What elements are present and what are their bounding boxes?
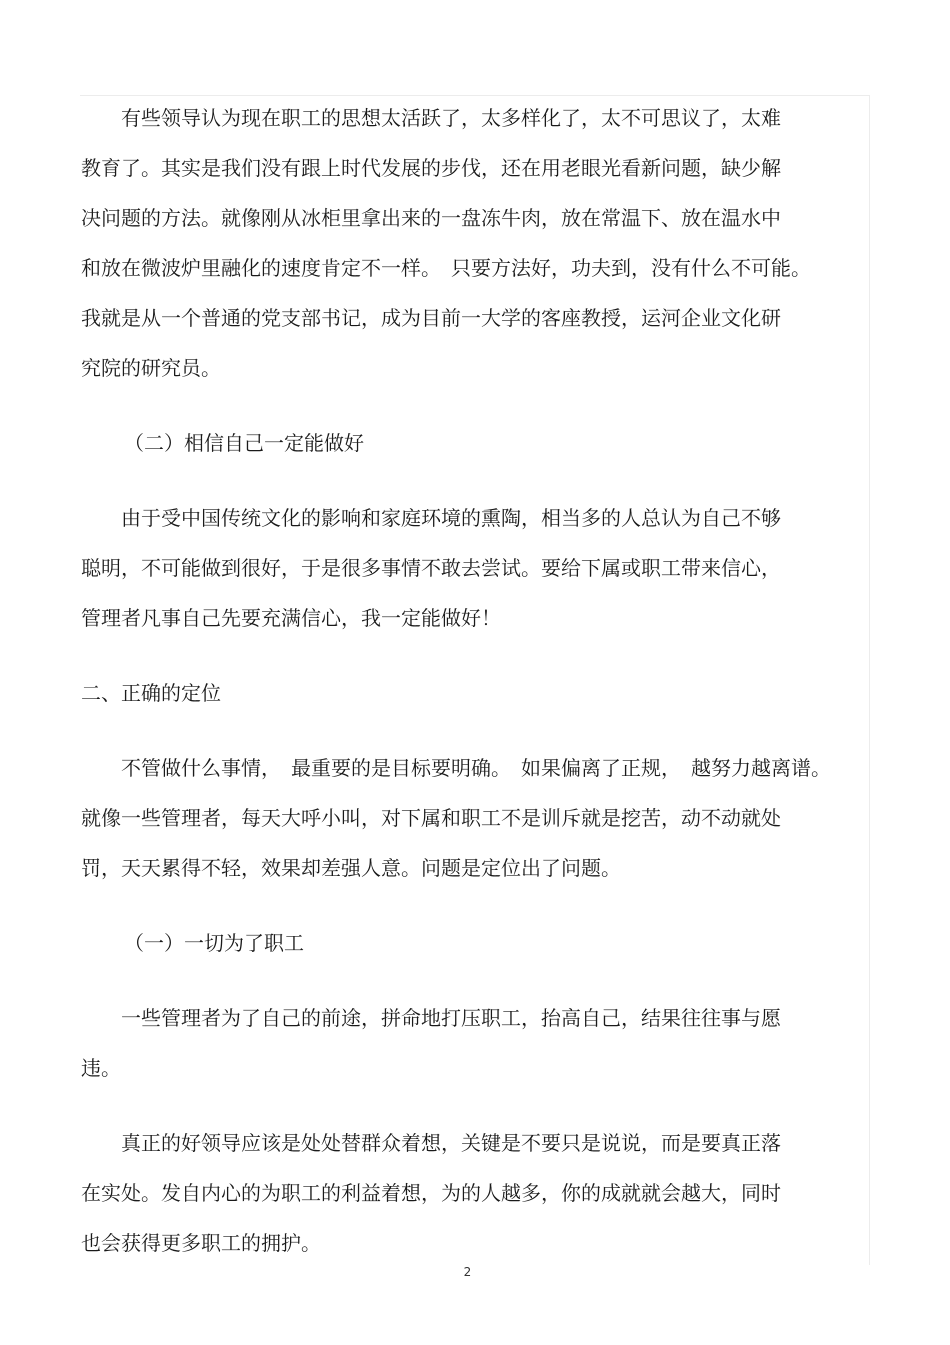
paragraph-line: 教育了。其实是我们没有跟上时代发展的步伐，还在用老眼光看新问题，缺少解 (81, 156, 781, 180)
paragraph-line: 和放在微波炉里融化的速度肯定不一样。 只要方法好，功夫到，没有什么不可能。 (81, 256, 811, 280)
paragraph-line: 一些管理者为了自己的前途，拼命地打压职工，抬高自己，结果往往事与愿 (121, 1006, 781, 1030)
page-number: 2 (463, 1265, 472, 1279)
section-heading: 二、正确的定位 (81, 681, 221, 705)
paragraph-line: 违。 (81, 1056, 121, 1080)
paragraph-line: 就像一些管理者，每天大呼小叫，对下属和职工不是训斥就是挖苦，动不动就处 (81, 806, 781, 830)
paragraph-line: 有些领导认为现在职工的思想太活跃了，太多样化了，太不可思议了，太难 (121, 106, 781, 130)
paragraph-line: 也会获得更多职工的拥护。 (81, 1231, 321, 1255)
paragraph-line: 我就是从一个普通的党支部书记，成为目前一大学的客座教授，运河企业文化研 (81, 306, 781, 330)
paragraph-line: 真正的好领导应该是处处替群众着想，关键是不要只是说说，而是要真正落 (121, 1131, 781, 1155)
subsection-heading: （一）一切为了职工 (124, 931, 304, 955)
paragraph-line: 在实处。发自内心的为职工的利益着想，为的人越多，你的成就就会越大，同时 (81, 1181, 781, 1205)
paragraph-line: 罚，天天累得不轻，效果却差强人意。问题是定位出了问题。 (81, 856, 621, 880)
paragraph-line: 聪明，不可能做到很好，于是很多事情不敢去尝试。要给下属或职工带来信心， (81, 556, 781, 580)
paragraph-line: 决问题的方法。就像刚从冰柜里拿出来的一盘冻牛肉，放在常温下、放在温水中 (81, 206, 781, 230)
paragraph-line: 由于受中国传统文化的影响和家庭环境的熏陶，相当多的人总认为自己不够 (121, 506, 781, 530)
paragraph-line: 管理者凡事自己先要充满信心，我一定能做好！ (81, 606, 501, 630)
paragraph-line: 不管做什么事情， 最重要的是目标要明确。 如果偏离了正规， 越努力越离谱。 (121, 756, 831, 780)
subsection-heading: （二）相信自己一定能做好 (124, 431, 364, 455)
paragraph-line: 究院的研究员。 (81, 356, 221, 380)
page-frame-top-border (80, 95, 870, 96)
page-frame-right-border (869, 95, 870, 1265)
